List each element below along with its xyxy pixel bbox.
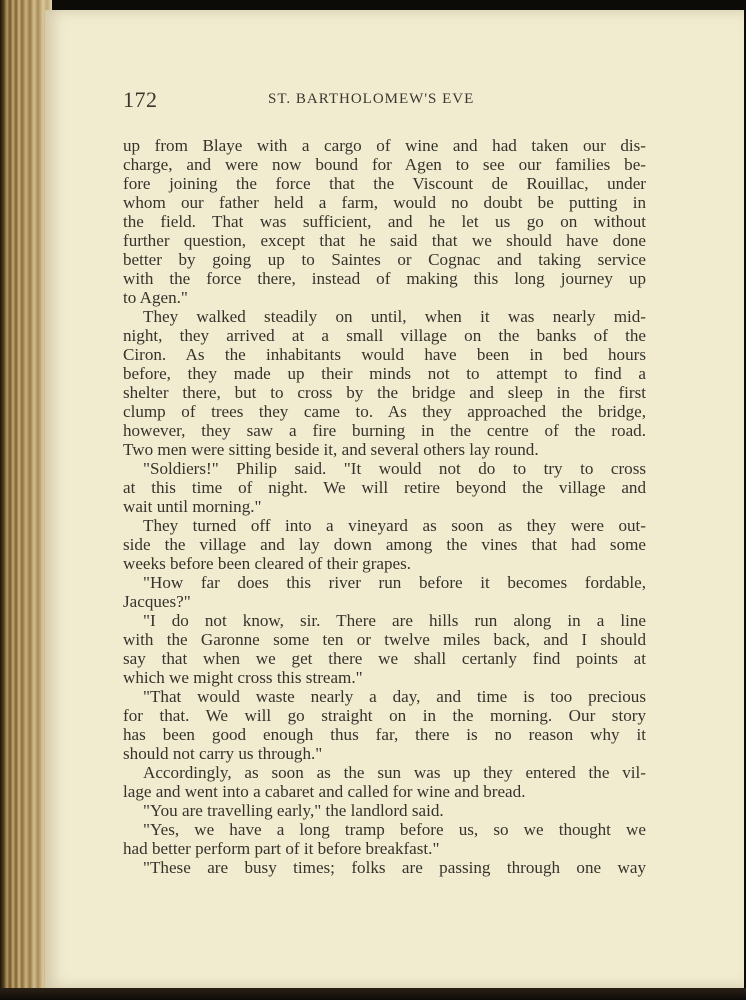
text-line: "Yes, we have a long tramp before us, so we thought we	[143, 820, 646, 839]
text-line: had better perform part of it before breakfast."	[123, 839, 440, 858]
text-line: for that. We will go straight on in the morning. Our story	[123, 706, 646, 725]
text-line: They walked steadily on until, when it was nearly mid-	[143, 307, 646, 326]
text-line: shelter there, but to cross by the bridge and sleep in the first	[123, 383, 646, 402]
text-line: "Soldiers!" Philip said. "It would not do to try to cross	[143, 459, 646, 478]
text-line: the field. That was sufficient, and he let us go on without	[123, 212, 646, 231]
text-line: clump of trees they came to. As they approached the bridge,	[123, 402, 646, 421]
text-line: further question, except that he said that we should have done	[123, 231, 646, 250]
text-line: "That would waste nearly a day, and time is too precious	[143, 687, 646, 706]
text-line: better by going up to Saintes or Cognac and taking service	[123, 250, 646, 269]
running-head: ST. BARTHOLOMEW'S EVE	[268, 91, 475, 107]
text-line: Two men were sitting beside it, and several others lay round.	[123, 440, 539, 459]
text-line: "I do not know, sir. There are hills run along in a line	[143, 611, 646, 630]
text-line: Accordingly, as soon as the sun was up they entered the vil-	[143, 763, 646, 782]
page-number: 172	[123, 87, 158, 112]
text-line: "You are travelling early," the landlord said.	[143, 801, 444, 820]
text-line: to Agen."	[123, 288, 188, 307]
text-line: before, they made up their minds not to attempt to find a	[123, 364, 646, 383]
text-line: fore joining the force that the Viscount de Rouillac, under	[123, 174, 646, 193]
text-line: which we might cross this stream."	[123, 668, 363, 687]
bottom-shadow	[0, 988, 746, 1000]
text-line: however, they saw a fire burning in the centre of the road.	[123, 421, 646, 440]
page-header	[123, 87, 643, 115]
body-text	[123, 136, 646, 877]
text-line: lage and went into a cabaret and called for wine and bread.	[123, 782, 526, 801]
text-line: charge, and were now bound for Agen to see our families be-	[123, 155, 646, 174]
text-line: should not carry us through."	[123, 744, 323, 763]
text-line: night, they arrived at a small village on the banks of the	[123, 326, 646, 345]
text-line: "These are busy times; folks are passing through one way	[143, 858, 646, 877]
text-line: weeks before been cleared of their grapes.	[123, 554, 412, 573]
text-line: whom our father held a farm, would no doubt be putting in	[123, 193, 646, 212]
text-line: wait until morning."	[123, 497, 262, 516]
text-line: say that when we get there we shall certanly find points at	[123, 649, 646, 668]
text-line: at this time of night. We will retire beyond the village and	[123, 478, 646, 497]
text-line: Jacques?"	[123, 592, 191, 611]
text-line: side the village and lay down among the vines that had some	[123, 535, 646, 554]
text-line: up from Blaye with a cargo of wine and had taken our dis-	[123, 136, 646, 155]
text-line: "How far does this river run before it becomes fordable,	[143, 573, 646, 592]
text-line: with the Garonne some ten or twelve miles back, and I should	[123, 630, 646, 649]
text-line: They turned off into a vineyard as soon as they were out-	[143, 516, 646, 535]
text-line: has been good enough thus far, there is no reason why it	[123, 725, 646, 744]
text-line: with the force there, instead of making this long journey up	[123, 269, 646, 288]
text-line: Ciron. As the inhabitants would have been in bed hours	[123, 345, 646, 364]
